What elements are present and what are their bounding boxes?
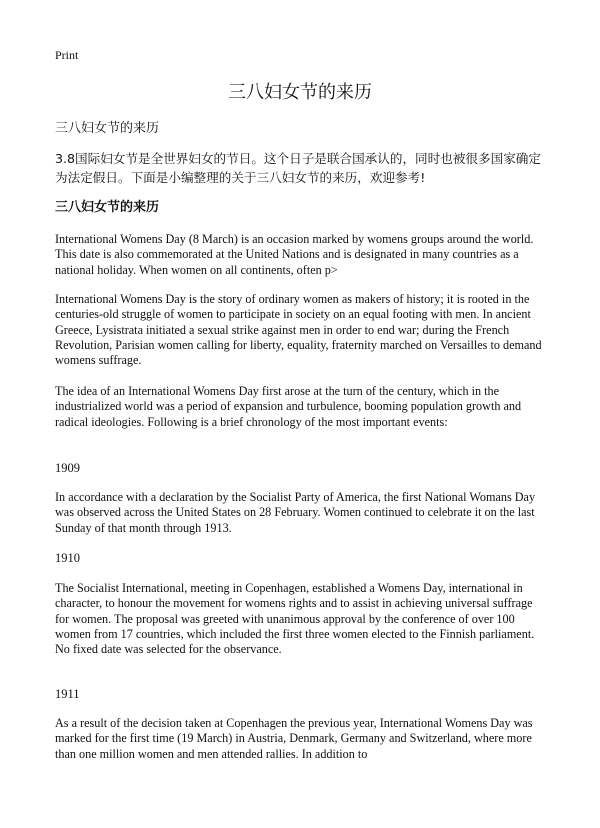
year-1911: 1911 — [55, 687, 80, 701]
timeline-text-1910: The Socialist International, meeting in Copenhagen, established a Womens Day, international in character, to honour the movement for womens rights and to assist in achieving universal suffrage for women. The proposal was greeted with unanimous approval by the conference of over 100 women from 17 countries, which included the first three women elected to the Finnish parliament. No fixed date was selected for the observance. — [55, 581, 535, 657]
paragraph-1: International Womens Day (8 March) is an occasion marked by womens groups around the world. This date is also commemorated at the United Nations and is designated in many countries as a national holiday. When women on all continents, often p> — [55, 232, 534, 277]
print-link[interactable]: Print — [55, 48, 79, 62]
timeline-text-1911: As a result of the decision taken at Copenhagen the previous year, International Womens Day was marked for the first time (19 March) in Austria, Denmark, Germany and Switzerland, where more than one million women and men attended rallies. In addition to — [55, 716, 533, 761]
section-heading: 三八妇女节的来历 — [55, 200, 160, 215]
year-1910: 1910 — [55, 551, 80, 565]
paragraph-2: International Womens Day is the story of ordinary women as makers of history; it is rooted in the centuries-old struggle of women to participate in society on an equal footing with men. In ancient Greece, Lysistrata initiated a sexual strike against men in order to end war; during the French Revolution, Parisian women calling for liberty, equality, fraternity marched on Versailles to demand womens suffrage. — [55, 292, 542, 368]
intro-paragraph: 3.8国际妇女节是全世界妇女的节日。这个日子是联合国承认的，同时也被很多国家确定为法定假日。下面是小编整理的关于三八妇女节的来历，欢迎参考! — [55, 151, 541, 185]
page-title: 三八妇女节的来历 — [228, 82, 372, 103]
timeline-text-1909: In accordance with a declaration by the Socialist Party of America, the first National Womans Day was observed across the United States on 28 February. Women continued to celebrate it on the last Sunday of that month through 1913. — [55, 490, 536, 535]
article-subtitle: 三八妇女节的来历 — [55, 121, 160, 136]
year-1909: 1909 — [55, 461, 80, 475]
paragraph-3: The idea of an International Womens Day first arose at the turn of the century, which in the industrialized world was a period of expansion and turbulence, booming population growth and radical ideologies. Following is a brief chronology of the most important events: — [55, 384, 522, 429]
